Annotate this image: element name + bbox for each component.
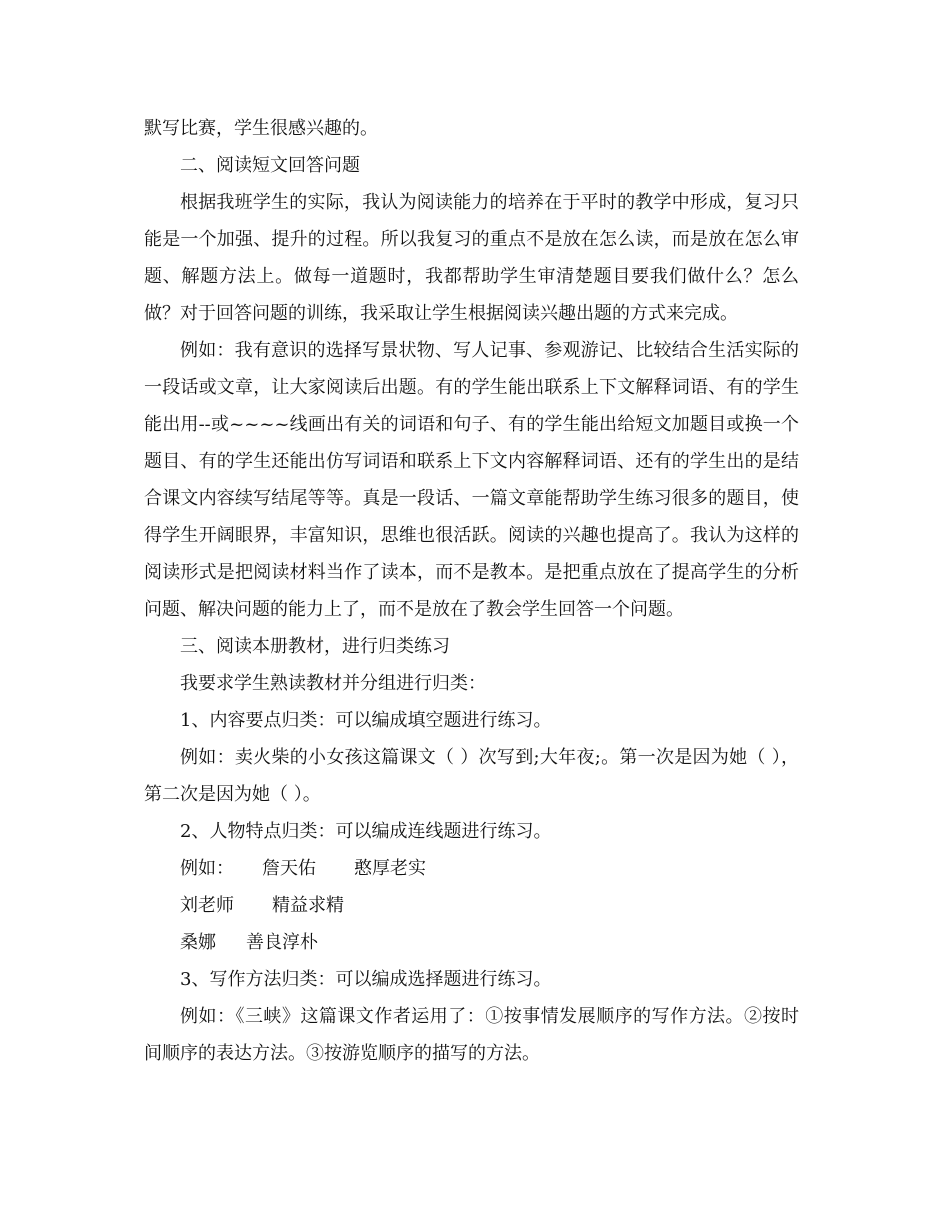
matching-trait: 善良淳朴: [246, 932, 318, 953]
document-body: [144, 110, 799, 1072]
section-heading-textbook: 三、阅读本册教材，进行归类练习: [180, 636, 450, 657]
matching-trait: 精益求精: [272, 895, 344, 916]
item-content-points: 1、内容要点归类：可以编成填空题进行练习。: [180, 710, 552, 731]
matching-row: [144, 850, 799, 887]
section-heading-reading: 二、阅读短文回答问题: [180, 155, 360, 176]
paragraph-requirement: 我要求学生熟读教材并分组进行归类：: [180, 673, 486, 694]
paragraph-continued: 默写比赛，学生很感兴趣的。: [144, 118, 378, 139]
item-writing-methods: 3、写作方法归类：可以编成选择题进行练习。: [180, 969, 552, 990]
paragraph-reading-method: 根据我班学生的实际，我认为阅读能力的培养在于平时的教学中形成，复习只能是一个加强、提升的过程。所以我复习的重点不是放在怎么读，而是放在怎么审题、解题方法上。做每一道题时，我都帮助学生审清楚题目要我们做什么？怎么做？对于回答问题的训练，我采取让学生根据阅读兴趣出题的方式来完成。: [144, 192, 799, 324]
paragraph-reading-example: 例如：我有意识的选择写景状物、写人记事、参观游记、比较结合生活实际的一段话或文章，让大家阅读后出题。有的学生能出联系上下文解释词语、有的学生能出用--或~~~~线画出有关的词语和句子、有的学生能出给短文加题目或换一个题目、有的学生还能出仿写词语和联系上下文内容解释词语、还有的学生出的是结合课文内容续写结尾等等。真是一段话、一篇文章能帮助学生练习很多的题目，使得学生开阔眼界，丰富知识，思维也很活跃。阅读的兴趣也提高了。我认为这样的阅读形式是把阅读材料当作了读本，而不是教本。是把重点放在了提高学生的分析问题、解决问题的能力上了，而不是放在了教会学生回答一个问题。: [144, 340, 799, 620]
matching-row: [144, 887, 799, 924]
matching-person: 刘老师: [180, 895, 234, 916]
example-multiple-choice: 例如：《三峡》这篇课文作者运用了：①按事情发展顺序的写作方法。②按时间顺序的表达方法。③按游览顺序的描写的方法。: [144, 1006, 799, 1064]
example-fill-blank: 例如：卖火柴的小女孩这篇课文（ ）次写到;大年夜;。第一次是因为她（ ），第二次是因为她（ ）。: [144, 747, 799, 805]
matching-row: [144, 924, 799, 961]
matching-prefix: 例如：: [180, 858, 234, 879]
matching-person: 桑娜: [180, 932, 216, 953]
item-character-traits: 2、人物特点归类：可以编成连线题进行练习。: [180, 821, 552, 842]
matching-trait: 憨厚老实: [354, 858, 426, 879]
matching-person: 詹天佑: [262, 858, 316, 879]
